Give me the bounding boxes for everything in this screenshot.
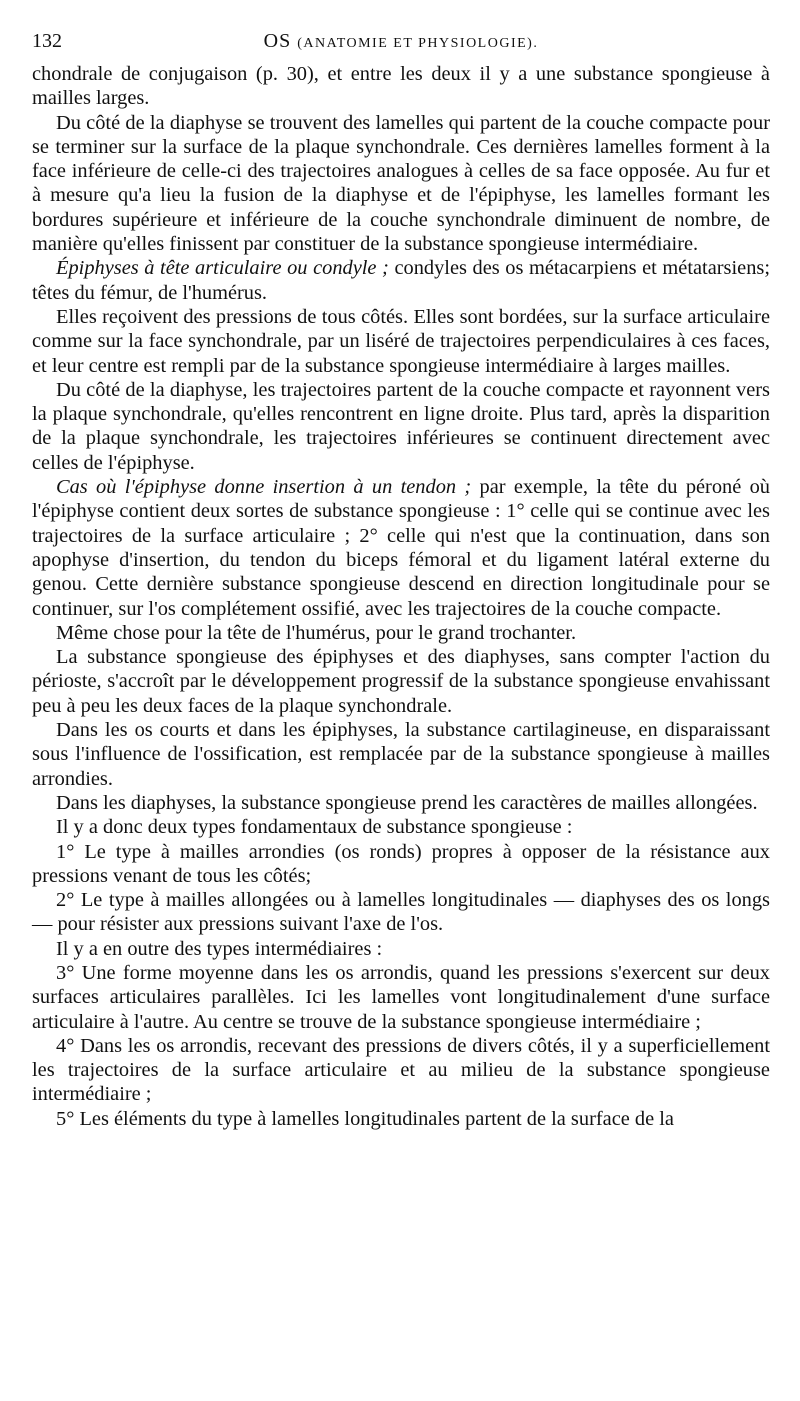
- paragraph: chondrale de conjugaison (p. 30), et entre les deux il y a une substance spongieuse à mailles larges.: [32, 63, 770, 110]
- paragraph: La substance spongieuse des épiphyses et des diaphyses, sans compter l'action du périoste, s'accroît par le développement progressif de la substance spongieuse envahissant peu à peu les deux faces de la plaque synchondrale.: [32, 646, 770, 717]
- section-heading: Cas où l'épiphyse donne insertion à un tendon ;: [56, 476, 472, 499]
- document-page: [32, 22, 770, 1131]
- running-title-main: OS: [263, 30, 292, 52]
- paragraph: Elles reçoivent des pressions de tous côtés. Elles sont bordées, sur la surface articulaire comme sur la face synchondrale, par un liséré de trajectoires perpendiculaires à ces faces, et leur centre est rempli par de la substance spongieuse intermédiaire à larges mailles.: [32, 305, 770, 377]
- running-title: [32, 30, 770, 53]
- paragraph: Même chose pour la tête de l'humérus, pour le grand trochanter.: [56, 621, 577, 644]
- paragraph: 1° Le type à mailles arrondies (os ronds) propres à opposer de la résistance aux pressions venant de tous les côtés;: [32, 840, 770, 887]
- paragraph: 4° Dans les os arrondis, recevant des pressions de divers côtés, il y a superficiellement les trajectoires de la surface articulaire et au milieu de la substance spongieuse intermédiaire ;: [32, 1034, 770, 1106]
- body-text: [32, 62, 770, 1131]
- paragraph: Épiphyses à tête articulaire ou condyle ; condyles des os métacarpiens et métatarsiens; têtes du fémur, de l'humérus.: [32, 257, 771, 304]
- paragraph: Cas où l'épiphyse donne insertion à un tendon ; par exemple, la tête du péroné où l'épiphyse contient deux sortes de substance spongieuse : 1° celle qui se continue avec les trajectoires de la surface articulaire ; 2° celle qui n'est que la continuation, dans son apophyse d'insertion, du tendon du biceps fémoral et du ligament latéral externe du genou. Cette dernière substance spongieuse descend en direction longitudinale pour se continuer, sur l'os complétement ossifié, avec les trajectoires de la couche compacte.: [32, 476, 770, 620]
- paragraph: Du côté de la diaphyse se trouvent des lamelles qui partent de la couche compacte pour se terminer sur la surface de la plaque synchondrale. Ces dernières lamelles forment à la face inférieure de celle-ci des trajectoires analogues à celles de sa face opposée. Au fur et à mesure qu'a lieu la fusion de la diaphyse et de l'épiphyse, les lamelles formant les bordures supérieure et inférieure de la couche synchondrale diminuent de nombre, de manière qu'elles finissent par constituer de la substance spongieuse intermédiaire.: [32, 111, 770, 256]
- paragraph: Du côté de la diaphyse, les trajectoires partent de la couche compacte et rayonnent vers la plaque synchondrale, qu'elles rencontrent en ligne droite. Plus tard, après la disparition de la plaque synchondrale, les trajectoires inférieures se continuent directement avec celles de l'épiphyse.: [32, 378, 770, 474]
- paragraph: 3° Une forme moyenne dans les os arrondis, quand les pressions s'exercent sur deux surfaces articulaires parallèles. Ici les lamelles vont longitudinalement d'une surface articulaire à l'autre. Au centre se trouve de la substance spongieuse intermédiaire ;: [32, 961, 770, 1033]
- paragraph: Il y a en outre des types intermédiaires :: [56, 937, 383, 960]
- page-number: 132: [32, 30, 62, 52]
- page-header: [32, 22, 770, 62]
- paragraph: Dans les os courts et dans les épiphyses, la substance cartilagineuse, en disparaissant sous l'influence de l'ossification, est remplacée par de la substance spongieuse à mailles arrondies.: [32, 719, 770, 790]
- paragraph: 5° Les éléments du type à lamelles longitudinales partent de la surface de la: [56, 1107, 674, 1130]
- running-title-sub: (ANATOMIE ET PHYSIOLOGIE).: [297, 36, 539, 51]
- paragraph: 2° Le type à mailles allongées ou à lamelles longitudinales — diaphyses des os longs — pour résister aux pressions suivant l'axe de l'os.: [32, 889, 770, 936]
- paragraph: Il y a donc deux types fondamentaux de substance spongieuse :: [56, 816, 573, 839]
- section-heading: Épiphyses à tête articulaire ou condyle ;: [56, 257, 389, 280]
- paragraph: Dans les diaphyses, la substance spongieuse prend les caractères de mailles allongées.: [56, 791, 758, 814]
